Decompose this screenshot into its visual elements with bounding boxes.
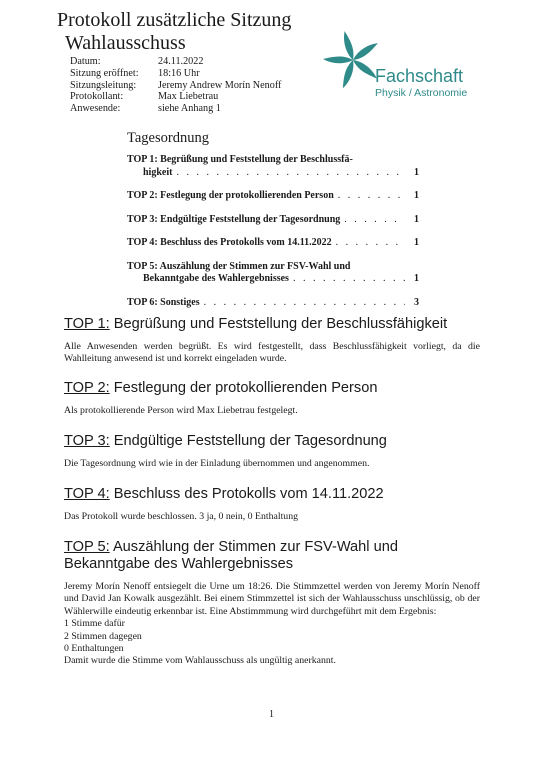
section-body: Als protokollierende Person wird Max Liebetrau festgelegt.	[64, 405, 298, 416]
meta-row-minutes-taker	[70, 91, 281, 103]
meta-row-chair	[70, 80, 281, 92]
section-top2	[64, 380, 480, 417]
toc-item[interactable]	[127, 214, 419, 227]
section-heading	[64, 380, 480, 397]
toc-page: 3	[414, 296, 419, 308]
meta-value: Jeremy Andrew Morín Nenoff	[158, 79, 282, 91]
logo-name: Fachschaft	[375, 66, 464, 86]
section-number: TOP 5:	[64, 539, 110, 555]
section-body-line: 2 Stimmen dagegen	[64, 630, 142, 642]
meta-key: Protokollant:	[70, 91, 124, 103]
toc-page: 1	[414, 166, 419, 178]
toc-page: 1	[414, 213, 419, 225]
meta-row-opened	[70, 68, 281, 80]
toc-item[interactable]	[127, 261, 419, 286]
toc-item[interactable]	[127, 297, 419, 310]
toc-leader	[338, 190, 405, 203]
toc-leader	[344, 214, 405, 227]
section-title: Beschluss des Protokolls vom 14.11.2022	[113, 486, 384, 502]
toc-leader	[336, 237, 405, 250]
toc-heading: Tagesordnung	[127, 130, 209, 146]
toc-item[interactable]	[127, 154, 419, 179]
section-number: TOP 3:	[64, 433, 110, 449]
meta-key: Sitzungsleitung:	[70, 79, 137, 91]
meta-value: 18:16 Uhr	[158, 67, 200, 79]
toc-item-label: TOP 2: Festlegung der protokollierenden Person	[127, 190, 334, 201]
section-title: Begrüßung und Feststellung der Beschlussfähigkeit	[113, 316, 448, 332]
section-top5	[64, 539, 480, 668]
section-heading	[64, 539, 424, 573]
toc-item-label: TOP 3: Endgültige Feststellung der Tagesordnung	[127, 213, 341, 225]
meta-value: Max Liebetrau	[158, 91, 219, 103]
section-title: Endgültige Feststellung der Tagesordnung	[113, 433, 387, 449]
section-heading	[64, 486, 480, 503]
section-body: Das Protokoll wurde beschlossen. 3 ja, 0 nein, 0 Enthaltung	[64, 511, 299, 522]
toc-item-label: TOP 4: Beschluss des Protokolls vom 14.11.2022	[127, 237, 332, 248]
toc-item[interactable]	[127, 237, 419, 250]
document-title: Protokoll zusätzliche Sitzung	[57, 9, 292, 31]
document-subtitle: Wahlausschuss	[65, 32, 186, 54]
meta-row-attendees	[70, 103, 281, 115]
toc-leader	[293, 273, 405, 286]
section-top1	[64, 316, 480, 366]
section-title: Auszählung der Stimmen zur FSV-Wahl und Bekanntgabe des Wahlergebnisses	[64, 539, 398, 572]
toc-leader	[204, 297, 405, 310]
meta-key: Datum:	[70, 56, 101, 67]
section-body-line: 1 Stimme dafür	[64, 618, 125, 630]
section-body-line: 0 Enthaltungen	[64, 643, 124, 655]
section-heading	[64, 433, 480, 450]
toc-item-label: TOP 1: Begrüßung und Feststellung der Beschlussfä-	[127, 154, 353, 165]
toc-page: 1	[414, 190, 419, 201]
meta-block	[70, 56, 281, 115]
logo-subtitle: Physik / Astronomie	[375, 87, 468, 99]
toc-page: 1	[414, 273, 419, 284]
section-body-line: Damit wurde die Stimme vom Wahlausschuss als ungültig anerkannt.	[64, 655, 336, 667]
section-number: TOP 1:	[64, 316, 110, 332]
toc-item[interactable]	[127, 190, 419, 203]
meta-key: Sitzung eröffnet:	[70, 67, 139, 79]
toc-page: 1	[414, 237, 419, 248]
meta-value: 24.11.2022	[158, 56, 204, 67]
page-number: 1	[269, 709, 274, 720]
toc-item-label: higkeit	[143, 166, 173, 178]
section-top3	[64, 433, 480, 470]
table-of-contents	[127, 154, 419, 320]
section-top4	[64, 486, 480, 523]
toc-item-label: TOP 5: Auszählung der Stimmen zur FSV-Wahl und	[127, 260, 351, 272]
section-title: Festlegung der protokollierenden Person	[113, 380, 378, 396]
section-number: TOP 4:	[64, 486, 110, 502]
section-body: Die Tagesordnung wird wie in der Einladung übernommen und angenommen.	[64, 458, 370, 469]
toc-item-label: TOP 6: Sonstiges	[127, 296, 200, 308]
section-number: TOP 2:	[64, 380, 110, 396]
toc-leader	[176, 167, 405, 180]
section-heading	[64, 316, 480, 333]
meta-row-date	[70, 56, 281, 68]
section-body: Alle Anwesenden werden begrüßt. Es wird festgestellt, dass Beschlussfähigkeit vorliegt, da die Wahlleitung anwesend ist und korrekt eingeladen wurde.	[64, 341, 480, 365]
section-body: Jeremy Morín Nenoff entsiegelt die Urne um 18:26. Die Stimmzettel werden von Jeremy Morín Nenoff und David Jan Kowalk ausgezählt. Bei einem Stimmzettel ist sich der Wahlausschuss unschlüssig, ob der Wählerwille eindeutig erkennbar ist. Eine Abstimmmung wird durchgeführt mit dem Ergebnis:	[64, 581, 480, 617]
meta-key: Anwesende:	[70, 103, 121, 115]
toc-item-label: Bekanntgabe des Wahlergebnisses	[143, 273, 289, 284]
meta-value: siehe Anhang 1	[158, 103, 221, 115]
